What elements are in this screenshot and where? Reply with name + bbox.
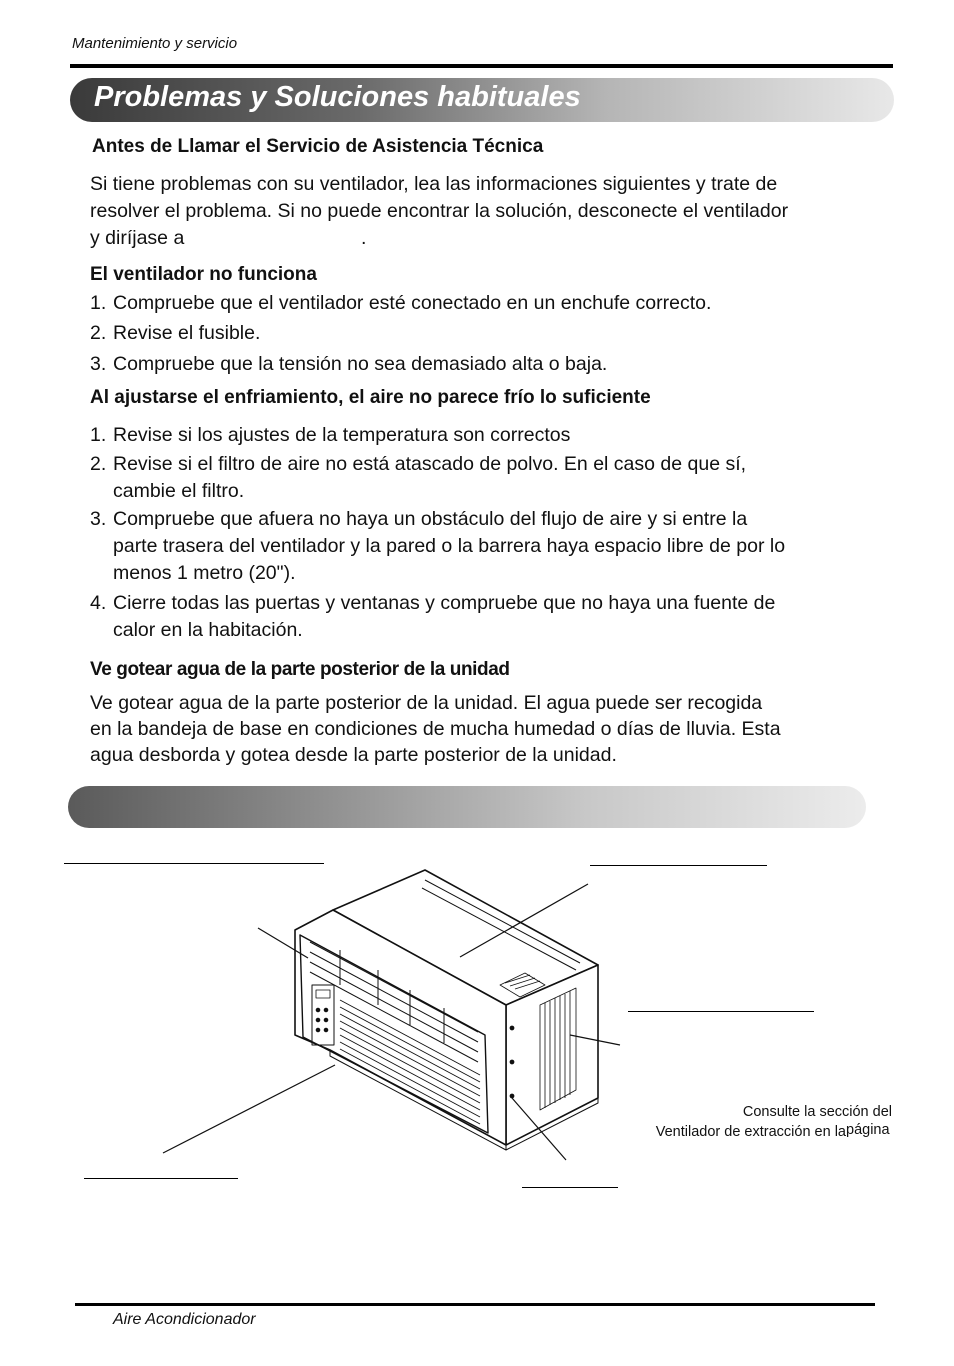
footer-product-label: Aire Acondicionador xyxy=(113,1311,256,1328)
list-item-number: 2. xyxy=(90,322,107,344)
not-cold-heading: Al ajustarse el enfriamiento, el aire no parece frío lo suficiente xyxy=(90,387,651,408)
list-item-text: Compruebe que afuera no haya un obstáculo del flujo de aire y si entre la xyxy=(113,508,748,530)
list-item-text: calor en la habitación. xyxy=(113,619,303,641)
page-title: Problemas y Soluciones habituales xyxy=(94,81,581,113)
water-dripping-line-3: agua desborda y gotea desde la parte posterior de la unidad. xyxy=(90,744,617,766)
diagram-note-line-2-end: página xyxy=(846,1122,890,1138)
list-item-number: 1. xyxy=(90,424,107,446)
list-item-number: 3. xyxy=(90,353,107,375)
list-item-text: Compruebe que el ventilador esté conectado en un enchufe correcto. xyxy=(113,292,712,314)
list-item-text: Revise si los ajustes de la temperatura son correctos xyxy=(113,424,571,446)
before-calling-line-3: y diríjase a xyxy=(90,227,185,249)
callout-label-line xyxy=(522,1187,618,1188)
list-item-text: Revise si el filtro de aire no está atascado de polvo. En el caso de que sí, xyxy=(113,453,747,475)
water-dripping-heading: Ve gotear agua de la parte posterior de la unidad xyxy=(90,659,510,680)
list-item-number: 3. xyxy=(90,508,107,530)
section-bar xyxy=(68,786,866,828)
list-item-text: Compruebe que la tensión no sea demasiado alta o baja. xyxy=(113,353,608,375)
diagram-note-line-2: Ventilador de extracción en la xyxy=(655,1124,846,1140)
diagram-note-line-1: Consulte la sección del xyxy=(742,1104,892,1120)
water-dripping-line-2: en la bandeja de base en condiciones de mucha humedad o días de lluvia. Esta xyxy=(90,718,781,740)
before-calling-line-2: resolver el problema. Si no puede encontrar la solución, desconecte el ventilador xyxy=(90,200,789,222)
list-item-text: cambie el filtro. xyxy=(113,480,245,502)
before-calling-line-3-end: . xyxy=(361,227,367,249)
fan-not-working-heading: El ventilador no funciona xyxy=(90,264,317,285)
list-item-text: Revise el fusible. xyxy=(113,322,261,344)
section-header-label: Mantenimiento y servicio xyxy=(72,35,238,52)
callout-label-line xyxy=(590,865,767,866)
list-item-text: parte trasera del ventilador y la pared o la barrera haya espacio libre de por lo xyxy=(113,535,786,557)
fan-not-working-list xyxy=(90,290,900,380)
list-item-text: menos 1 metro (20"). xyxy=(113,562,296,584)
list-item-number: 2. xyxy=(90,453,107,475)
before-calling-line-1: Si tiene problemas con su ventilador, lea las informaciones siguientes y trate de xyxy=(90,173,778,195)
bottom-divider xyxy=(75,1303,875,1306)
callout-label-line xyxy=(64,863,324,864)
list-item-number: 1. xyxy=(90,292,107,314)
air-conditioner-diagram xyxy=(60,850,910,1200)
callout-label-line xyxy=(84,1178,238,1179)
list-item-text: Cierre todas las puertas y ventanas y compruebe que no haya una fuente de xyxy=(113,592,776,614)
callout-label-line xyxy=(628,1011,814,1012)
before-calling-heading: Antes de Llamar el Servicio de Asistencia Técnica xyxy=(92,136,544,157)
list-item-number: 4. xyxy=(90,592,107,614)
top-divider xyxy=(70,64,893,68)
water-dripping-line-1: Ve gotear agua de la parte posterior de la unidad. El agua puede ser recogida xyxy=(90,692,763,714)
not-cold-list xyxy=(90,422,900,642)
callout-leader-front-grille xyxy=(163,1065,335,1153)
